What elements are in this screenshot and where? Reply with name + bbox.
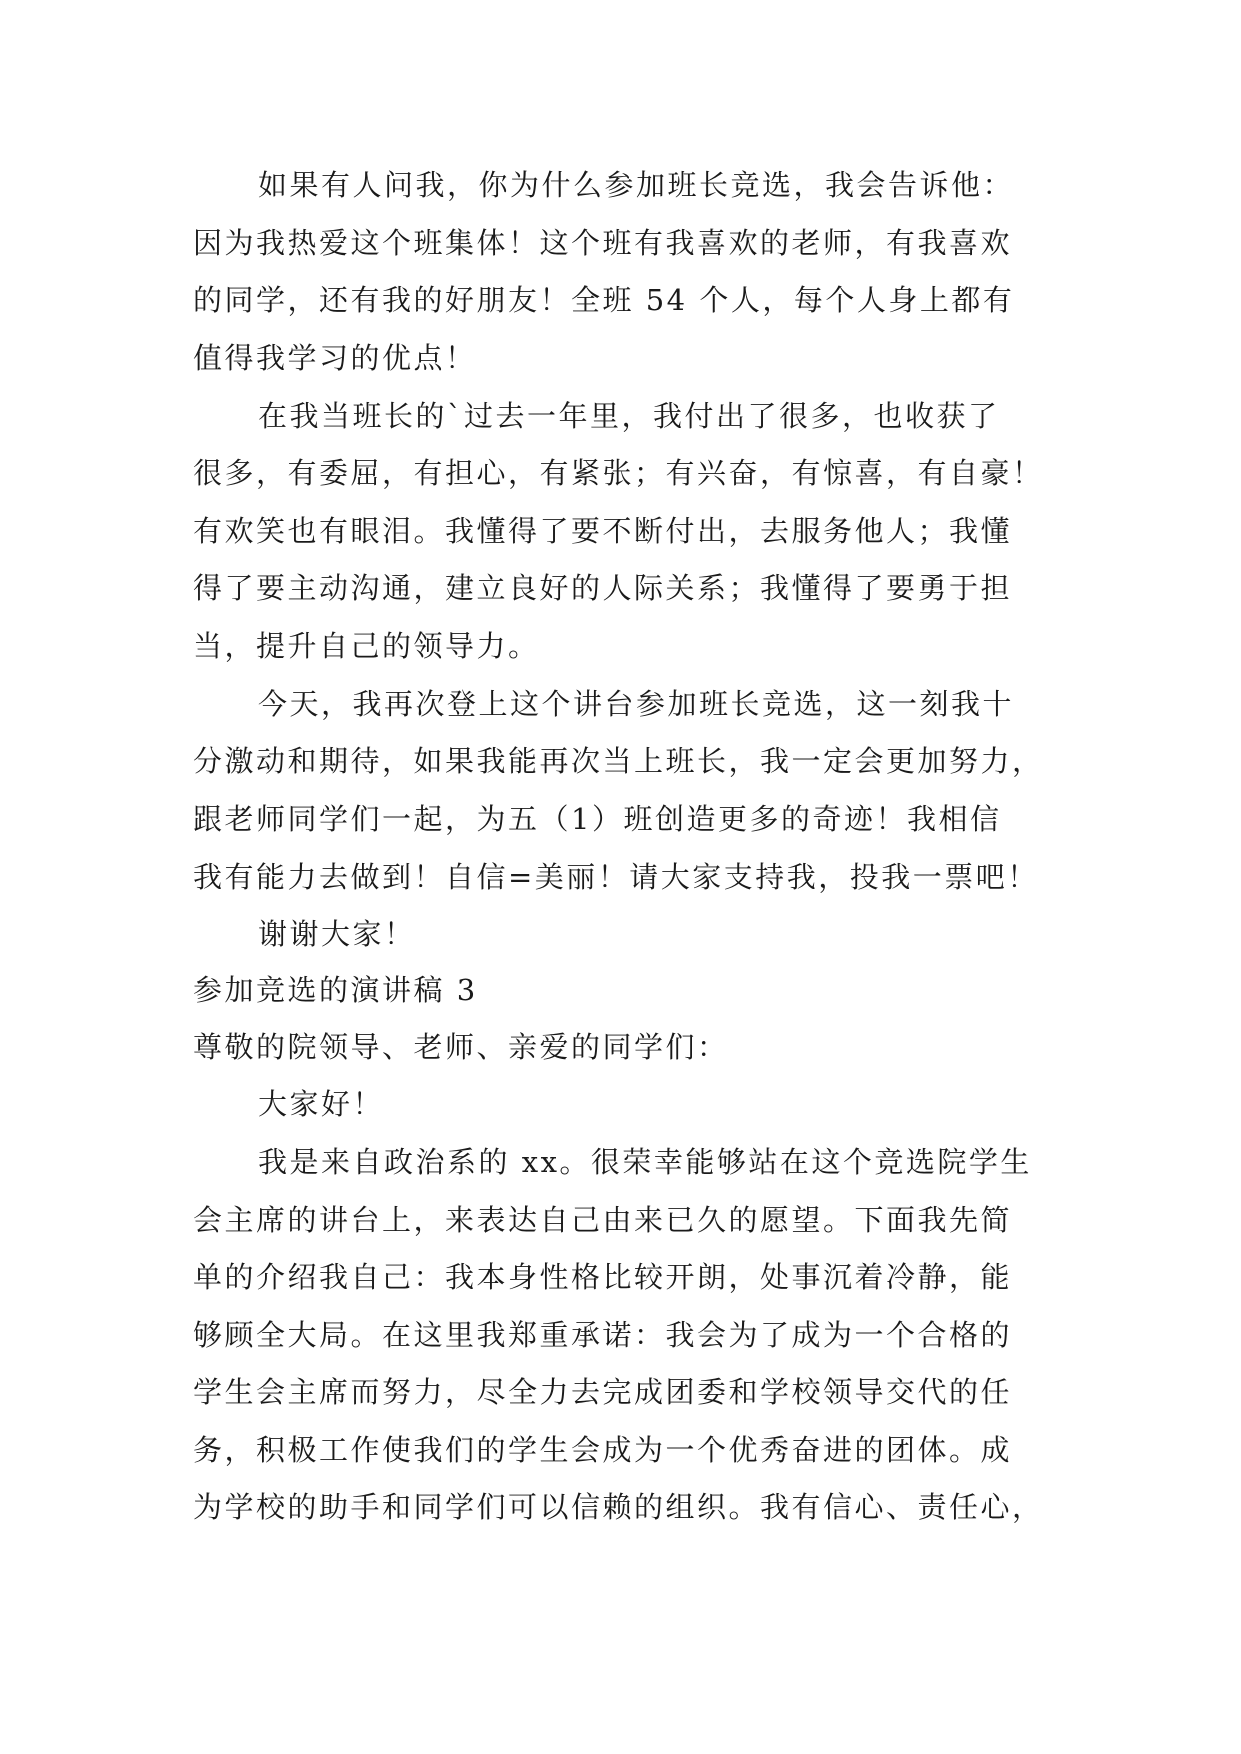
text-line: 在我当班长的`过去一年里，我付出了很多，也收获了: [258, 399, 1000, 433]
text-line: 当，提升自己的领导力。: [193, 629, 540, 663]
text-line: 的同学，还有我的好朋友！全班 54 个人，每个人身上都有: [193, 283, 1015, 317]
text-line: 够顾全大局。在这里我郑重承诺：我会为了成为一个合格的: [193, 1318, 1013, 1352]
section-heading: 参加竞选的演讲稿 3: [193, 973, 478, 1007]
text-line: 如果有人问我，你为什么参加班长竞选，我会告诉他：: [258, 168, 1015, 202]
text-line: 会主席的讲台上，来表达自己由来已久的愿望。下面我先简: [193, 1203, 1013, 1237]
text-line: 务，积极工作使我们的学生会成为一个优秀奋进的团体。成: [193, 1433, 1013, 1467]
text-line: 为学校的助手和同学们可以信赖的组织。我有信心、责任心，: [193, 1490, 1044, 1524]
greeting: 大家好！: [258, 1087, 385, 1121]
text-line: 今天，我再次登上这个讲台参加班长竞选，这一刻我十: [258, 687, 1015, 721]
text-line: 谢谢大家！: [258, 917, 416, 951]
text-line: 学生会主席而努力，尽全力去完成团委和学校领导交代的任: [193, 1375, 1013, 1409]
text-line: 我有能力去做到！自信=美丽！请大家支持我，投我一票吧！: [193, 860, 1039, 894]
text-line: 很多，有委屈，有担心，有紧张；有兴奋，有惊喜，有自豪！: [193, 456, 1044, 490]
text-line: 因为我热爱这个班集体！这个班有我喜欢的老师，有我喜欢: [193, 226, 1013, 260]
text-line: 跟老师同学们一起，为五（1）班创造更多的奇迹！我相信: [193, 802, 1002, 836]
text-line: 单的介绍我自己：我本身性格比较开朗，处事沉着冷静，能: [193, 1260, 1013, 1294]
text-line: 分激动和期待，如果我能再次当上班长，我一定会更加努力，: [193, 744, 1044, 778]
text-line: 有欢笑也有眼泪。我懂得了要不断付出，去服务他人；我懂: [193, 514, 1013, 548]
salutation: 尊敬的院领导、老师、亲爱的同学们：: [193, 1030, 729, 1064]
text-line: 值得我学习的优点！: [193, 341, 477, 375]
text-line: 得了要主动沟通，建立良好的人际关系；我懂得了要勇于担: [193, 571, 1013, 605]
text-line: 我是来自政治系的 xx。很荣幸能够站在这个竞选院学生: [258, 1145, 1032, 1179]
